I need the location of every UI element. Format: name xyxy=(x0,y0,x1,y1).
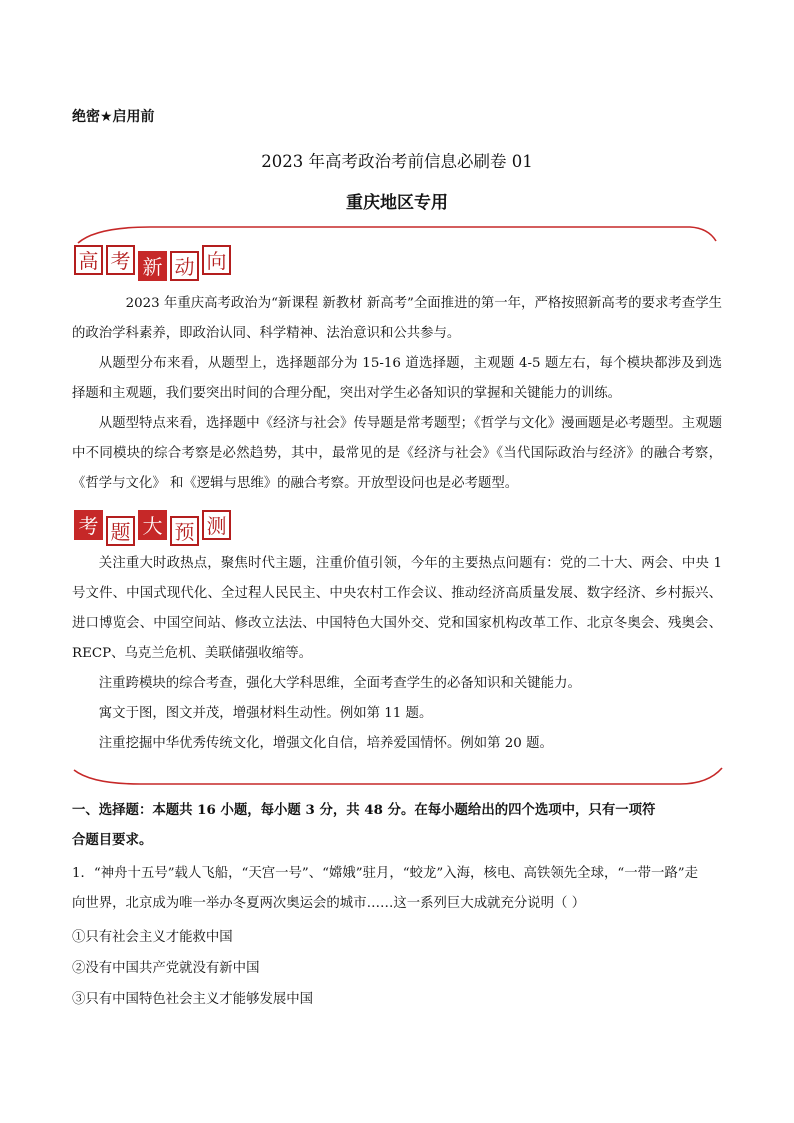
section2-body xyxy=(72,549,722,759)
badge-char: 考 xyxy=(74,510,103,540)
section1-body xyxy=(72,289,722,499)
question-1-line: 1．“神舟十五号”载人飞船，“天宫一号”、“嫦娥”驻月，“蛟龙”入海，核电、高铁领先全球，“一带一路”走 xyxy=(72,866,698,881)
paragraph: 从题型特点来看，选择题中《经济与社会》传导题是常考题型；《哲学与文化》漫画题是必考题型。主观题中不同模块的综合考察是必然趋势，其中，最常见的是《经济与社会》《当代国际政治与经济》的融合考察，《哲学与文化》 和《逻辑与思维》的融合考察。开放型设问也是必考题型。 xyxy=(72,416,722,491)
paragraph: 寓文于图，图文并茂，增强材料生动性。例如第 11 题。 xyxy=(98,706,433,721)
badge-char: 测 xyxy=(202,510,231,540)
paragraph: 注重跨模块的综合考查，强化大学科思维，全面考查学生的必备知识和关键能力。 xyxy=(98,676,581,691)
paragraph: 关注重大时政热点，聚焦时代主题，注重价值引领，今年的主要热点问题有：党的二十大、两会、中央 1 号文件、中国式现代化、全过程人民民主、中央农村工作会议、推动经济高质量发展、数字经济、乡村振兴、进口博览会、中国空间站、修改立法法、中国特色大国外交、党和国家机构改革工作、北京冬奥会、残奥会、RECP、乌克兰危机、美联储强收缩等。 xyxy=(72,556,722,661)
badge-char: 考 xyxy=(106,245,135,275)
badge-char: 动 xyxy=(170,251,199,281)
paragraph: 从题型分布来看，从题型上，选择题部分为 15-16 道选择题，主观题 4-5 题左右，每个模块都涉及到选择题和主观题，我们要突出时间的合理分配，突出对学生必备知识的掌握和关键能力的训练。 xyxy=(72,356,722,401)
page-subtitle: 重庆地区专用 xyxy=(346,193,448,213)
instructions-line: 一、选择题：本题共 16 小题，每小题 3 分，共 48 分。在每小题给出的四个选项中，只有一项符 xyxy=(72,802,656,818)
page-title: 2023 年高考政治考前信息必刷卷 01 xyxy=(261,152,533,171)
question-1-line: 向世界，北京成为唯一举办冬夏两次奥运会的城市……这一系列巨大成就充分说明（ ） xyxy=(72,896,586,911)
question-1 xyxy=(72,859,722,919)
paragraph: 注重挖掘中华优秀传统文化，增强文化自信，培养爱国情怀。例如第 20 题。 xyxy=(98,736,553,751)
badge-char: 高 xyxy=(74,245,103,275)
badge-char: 预 xyxy=(170,516,199,546)
badge-char: 向 xyxy=(202,245,231,275)
badge-kaoti-dayuce xyxy=(74,510,231,546)
option-3: ③只有中国特色社会主义才能够发展中国 xyxy=(72,992,314,1007)
paragraph: 2023 年重庆高考政治为“新课程 新教材 新高考”全面推进的第一年，严格按照新高考的要求考查学生的政治学科素养，即政治认同、科学精神、法治意识和公共参与。 xyxy=(72,296,722,341)
bottom-curve xyxy=(74,768,722,784)
option-2: ②没有中国共产党就没有新中国 xyxy=(72,961,260,976)
badge-char: 新 xyxy=(138,251,167,281)
badge-char: 大 xyxy=(138,510,167,540)
badge-char: 题 xyxy=(106,516,135,546)
option-1: ①只有社会主义才能救中国 xyxy=(72,930,233,945)
badge-gaokao-xindongxiang xyxy=(74,245,231,281)
confidential-label: 绝密★启用前 xyxy=(72,109,155,125)
top-curve xyxy=(78,227,716,243)
section-instructions xyxy=(72,795,722,855)
instructions-line: 合题目要求。 xyxy=(72,832,153,848)
